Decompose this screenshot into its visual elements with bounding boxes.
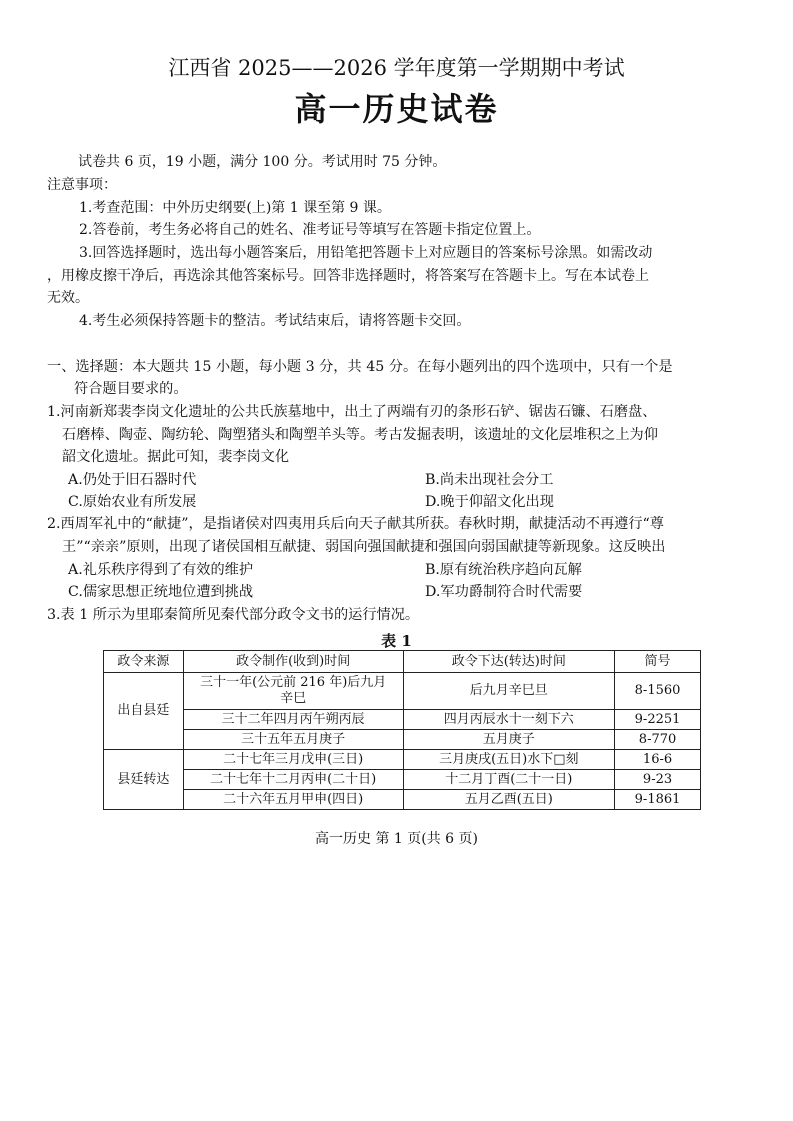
question-2-option-c: C.儒家思想正统地位遭到挑战 xyxy=(68,584,254,600)
cell-made-time: 三十一年(公元前 216 年)后九月辛巳 xyxy=(183,673,403,710)
table-row xyxy=(104,790,701,810)
question-1-option-c: C.原始农业有所发展 xyxy=(68,494,197,510)
note-3-line-2: ，用橡皮擦干净后，再选涂其他答案标号。回答非选择题时，将答案写在答题卡上。写在本试卷上 xyxy=(47,268,649,284)
question-2-option-b: B.原有统治秩序趋向瓦解 xyxy=(425,562,582,578)
column-header-made-time: 政令制作(收到)时间 xyxy=(183,651,403,673)
table-caption: 表 1 xyxy=(381,632,412,650)
table-row xyxy=(104,730,701,750)
question-2-option-d: D.军功爵制符合时代需要 xyxy=(425,584,583,600)
question-3-stem: 3.表 1 所示为里耶秦简所见秦代部分政令文书的运行情况。 xyxy=(47,607,420,623)
question-1-line-1: 1.河南新郑裴李岗文化遗址的公共氏族墓地中，出土了两端有刃的条形石铲、锯齿石镰、石磨盘、 xyxy=(47,404,657,420)
note-3-line-3: 无效。 xyxy=(47,290,89,306)
section-1-heading-line-1: 一、选择题：本大题共 15 小题，每小题 3 分，共 45 分。在每小题列出的四个选项中，只有一个是 xyxy=(47,359,673,375)
decree-records-table xyxy=(103,650,701,810)
question-1-option-a: A.仍处于旧石器时代 xyxy=(68,472,197,488)
column-header-slip-number: 简号 xyxy=(615,651,701,673)
paper-title: 高一历史试卷 xyxy=(294,90,499,128)
cell-made-time: 二十七年十二月丙申(二十日) xyxy=(183,770,403,790)
table-row xyxy=(104,770,701,790)
exam-title: 江西省 2025——2026 学年度第一学期期中考试 xyxy=(168,56,625,80)
table-row xyxy=(104,710,701,730)
cell-slip-number: 9-23 xyxy=(615,770,701,790)
cell-issued-time: 后九月辛巳旦 xyxy=(403,673,615,710)
question-1-option-b: B.尚未出现社会分工 xyxy=(425,472,554,488)
cell-issued-time: 三月庚戌(五日)水下□刻 xyxy=(403,750,615,770)
question-1-line-2: 石磨棒、陶壶、陶纺轮、陶塑猪头和陶塑羊头等。考古发掘表明，该遗址的文化层堆积之上为仰 xyxy=(62,427,658,443)
section-1-heading-line-2: 符合题目要求的。 xyxy=(74,381,188,397)
page-footer: 高一历史 第 1 页(共 6 页) xyxy=(315,831,478,847)
note-4: 4.考生必须保持答题卡的整洁。考试结束后，请将答题卡交回。 xyxy=(79,313,471,329)
question-2-line-2: 王”“亲亲”原则，出现了诸侯国相互献捷、弱国向强国献捷和强国向弱国献捷等新现象。这反映出 xyxy=(62,539,666,555)
cell-issued-time: 十二月丁酉(二十一日) xyxy=(403,770,615,790)
cell-issued-time: 四月丙辰水十一刻下六 xyxy=(403,710,615,730)
group-label-county-office: 出自县廷 xyxy=(104,673,184,750)
table-row xyxy=(104,673,701,710)
note-1: 1.考查范围：中外历史纲要(上)第 1 课至第 9 课。 xyxy=(79,200,391,216)
note-3-line-1: 3.回答选择题时，选出每小题答案后，用铅笔把答题卡上对应题目的答案标号涂黑。如需改动 xyxy=(79,245,653,261)
cell-slip-number: 9-2251 xyxy=(615,710,701,730)
group-label-county-relay: 县廷转达 xyxy=(104,750,184,810)
cell-slip-number: 16-6 xyxy=(615,750,701,770)
question-2-option-a: A.礼乐秩序得到了有效的维护 xyxy=(68,562,254,578)
question-1-line-3: 韶文化遗址。据此可知，裴李岗文化 xyxy=(62,449,290,465)
notes-heading: 注意事项： xyxy=(47,177,117,193)
cell-slip-number: 9-1861 xyxy=(615,790,701,810)
question-1-option-d: D.晚于仰韶文化出现 xyxy=(425,494,554,510)
table-header-row xyxy=(104,651,701,673)
cell-slip-number: 8-770 xyxy=(615,730,701,750)
cell-made-time: 二十七年三月戊申(三日) xyxy=(183,750,403,770)
cell-issued-time: 五月乙酉(五日) xyxy=(403,790,615,810)
cell-issued-time: 五月庚子 xyxy=(403,730,615,750)
note-2: 2.答卷前，考生务必将自己的姓名、准考证号等填写在答题卡指定位置上。 xyxy=(79,222,541,238)
exam-intro: 试卷共 6 页，19 小题，满分 100 分。考试用时 75 分钟。 xyxy=(78,154,447,170)
cell-made-time: 三十五年五月庚子 xyxy=(183,730,403,750)
column-header-source: 政令来源 xyxy=(104,651,184,673)
question-2-line-1: 2.西周军礼中的“献捷”，是指诸侯对四夷用兵后向天子献其所获。春秋时期，献捷活动不再遵行“尊 xyxy=(47,516,664,532)
table-row xyxy=(104,750,701,770)
cell-made-time: 二十六年五月甲申(四日) xyxy=(183,790,403,810)
cell-made-time: 三十二年四月丙午朔丙辰 xyxy=(183,710,403,730)
cell-slip-number: 8-1560 xyxy=(615,673,701,710)
column-header-issued-time: 政令下达(转达)时间 xyxy=(403,651,615,673)
